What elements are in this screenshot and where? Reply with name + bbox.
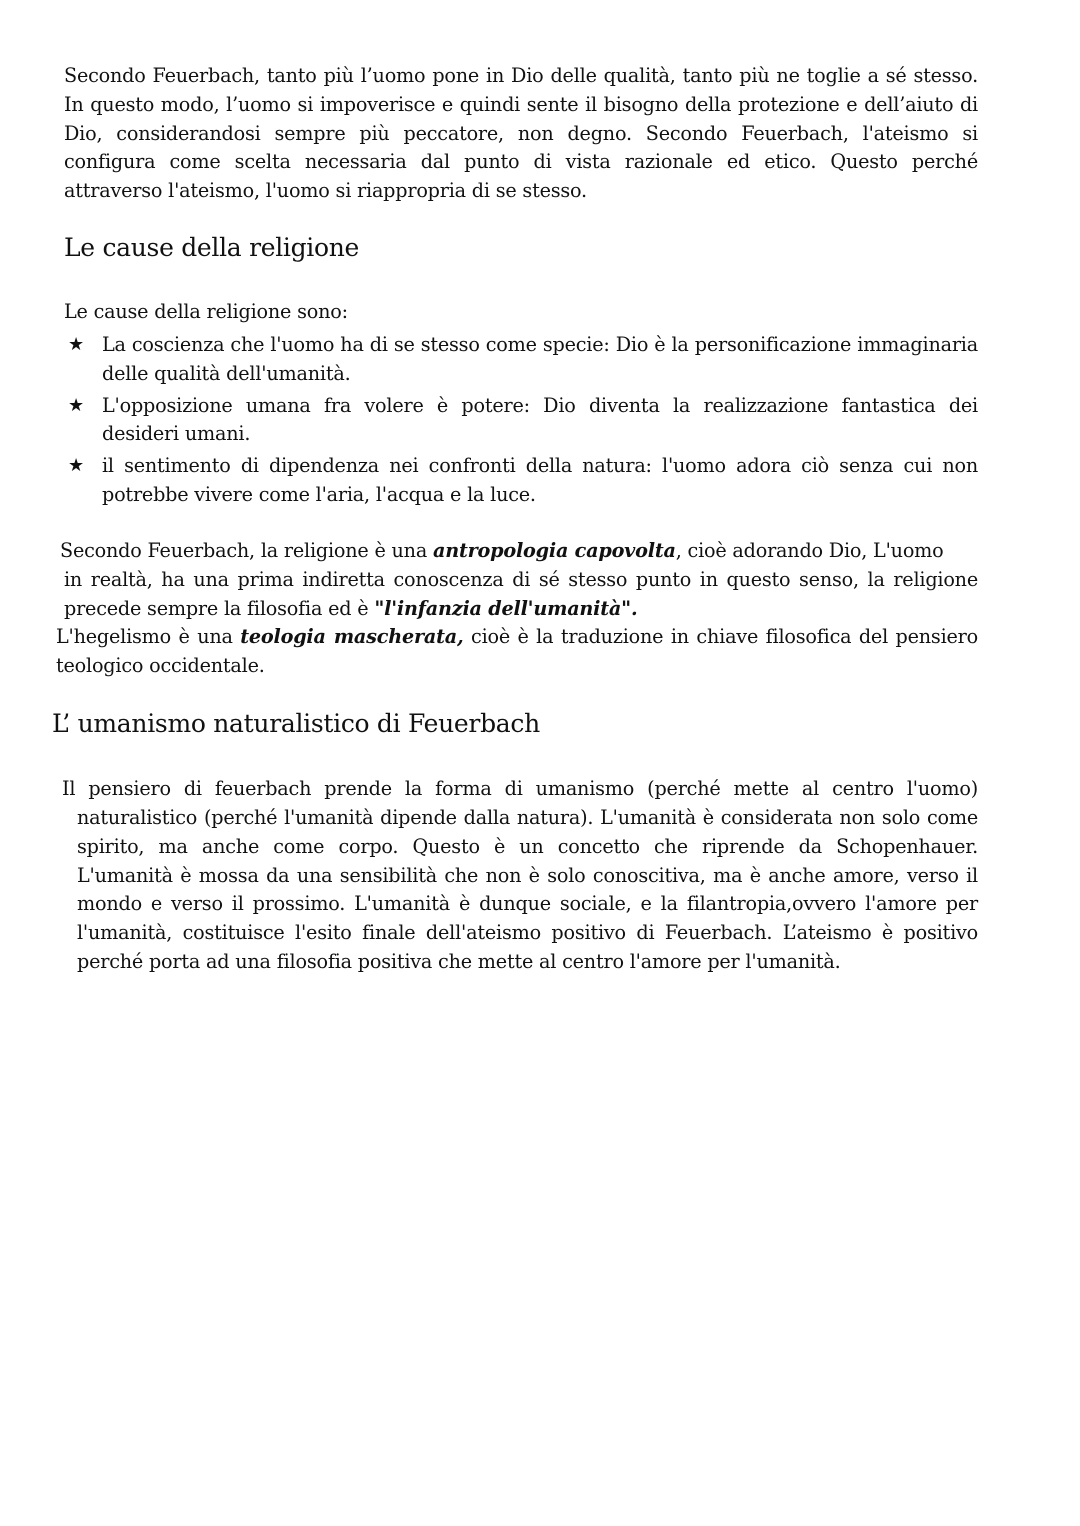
list-item-text: L'opposizione umana fra volere è potere: Dio diventa la realizzazione fantastica dei desideri umani. — [102, 393, 978, 446]
emphasis-infanzia-umanita: "l'infanzia dell'umanità". — [374, 596, 638, 620]
star-icon: ★ — [68, 455, 84, 477]
emphasis-antropologia-capovolta: antropologia capovolta — [432, 539, 676, 562]
list-intro: Le cause della religione sono: — [64, 300, 348, 323]
list-item-text: La coscienza che l'uomo ha di se stesso come specie: Dio è la personificazione immaginaria delle qualità dell'umanità. — [102, 333, 978, 385]
list-item — [64, 452, 978, 510]
star-icon: ★ — [68, 334, 84, 355]
paragraph-umanismo-body: naturalistico (perché l'umanità dipende dalla natura). L'umanità è considerata non solo come spirito, ma anche come corpo. Questo è un concetto che riprende da Schopenhauer. L'umanità è mossa da una sensibilità che non è solo conoscitiva, ma è anche amore, verso il mondo e verso il prossimo. L'umanità è dunque sociale, e la filantropia,ovvero l'amore per l'umanità, costituisce l'esito finale dell'ateismo positivo di Feuerbach. L’ateismo è positivo perché porta ad una filosofia positiva che mette al centro l'amore per l'umanità. — [77, 806, 978, 973]
text-span: cioè è la traduzione in chiave filosofica del pensiero teologico occidentale. — [56, 625, 978, 677]
paragraph-feuerbach-intro: Secondo Feuerbach, tanto più l’uomo pone in Dio delle qualità, tanto più ne toglie a sé stesso. In questo modo, l’uomo si impoverisce e quindi sente il bisogno della protezione e dell’aiuto di Dio, considerandosi sempre più peccatore, non degno. Secondo Feuerbach, l'ateismo si configura come scelta necessaria dal punto di vista razionale ed etico. Questo perché attraverso l'ateismo, l'uomo si riappropria di se stesso. — [64, 64, 978, 203]
text-span: L'hegelismo è una — [56, 625, 241, 648]
text-span: in realtà, ha una prima indiretta conoscenza di sé stesso punto in questo senso, la religione precede sempre la filosofia ed è — [64, 568, 978, 620]
emphasis-teologia-mascherata: teologia mascherata, — [240, 625, 464, 648]
paragraph-umanismo-first-line: Il pensiero di feuerbach prende la forma di umanismo (perché mette al centro l'uomo) — [62, 777, 978, 800]
list-item-text: il sentimento di dipendenza nei confronti della natura: l'uomo adora ciò senza cui non potrebbe vivere come l'aria, l'acqua e la luce. — [102, 454, 978, 506]
causes-list — [64, 331, 978, 513]
text-span: , cioè adorando Dio, L'uomo — [675, 539, 944, 562]
heading-umanismo-naturalistico: L’ umanismo naturalistico di Feuerbach — [52, 709, 540, 738]
list-item — [64, 331, 978, 389]
list-item — [64, 392, 978, 450]
star-icon: ★ — [68, 394, 84, 416]
paragraph-antropologia-rest — [64, 566, 978, 624]
paragraph-antropologia-line1 — [60, 537, 978, 566]
text-span: Secondo Feuerbach, la religione è una — [60, 539, 433, 562]
paragraph-hegelismo — [56, 623, 978, 681]
heading-cause-religione: Le cause della religione — [64, 233, 360, 262]
